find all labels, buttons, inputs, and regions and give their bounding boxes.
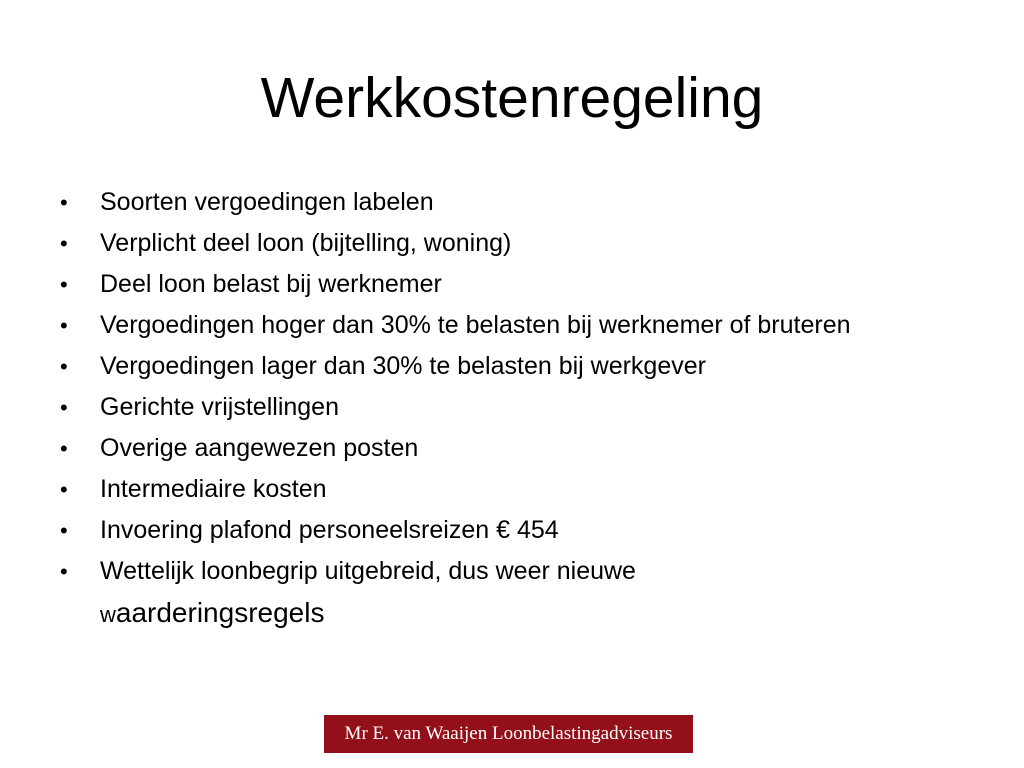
bullet-text-tail-small: w <box>100 602 116 627</box>
bullet-text: Verplicht deel loon (bijtelling, woning) <box>100 229 512 257</box>
bullet-marker: • <box>60 354 68 379</box>
slide-title: Werkkostenregeling <box>260 66 764 130</box>
bullet-text: Intermediaire kosten <box>100 475 327 503</box>
bullet-marker: • <box>60 518 68 543</box>
bullet-list <box>60 182 990 635</box>
list-item <box>60 387 990 428</box>
list-item <box>60 264 990 305</box>
footer-logo: Mr E. van Waaijen Loonbelastingadviseurs <box>324 715 693 753</box>
list-item <box>60 305 990 346</box>
bullet-text: Deel loon belast bij werknemer <box>100 270 442 298</box>
bullet-marker: • <box>60 313 68 338</box>
bullet-text: Overige aangewezen posten <box>100 434 419 462</box>
bullet-marker: • <box>60 190 68 215</box>
list-item <box>60 469 990 510</box>
bullet-marker: • <box>60 231 68 256</box>
bullet-marker: • <box>60 477 68 502</box>
list-item <box>60 551 760 635</box>
bullet-text: Vergoedingen lager dan 30% te belasten bij werkgever <box>100 352 706 380</box>
bullet-text: Vergoedingen hoger dan 30% te belasten bij werknemer of bruteren <box>100 311 851 339</box>
bullet-marker: • <box>60 436 68 461</box>
bullet-marker: • <box>60 559 68 584</box>
bullet-text: Wettelijk loonbegrip uitgebreid, dus weer nieuwe <box>100 557 636 585</box>
list-item <box>60 346 990 387</box>
bullet-marker: • <box>60 272 68 297</box>
bullet-text: Gerichte vrijstellingen <box>100 393 339 421</box>
bullet-text: Invoering plafond personeelsreizen € 454 <box>100 516 559 544</box>
list-item <box>60 223 990 264</box>
list-item <box>60 510 990 551</box>
bullet-text: Soorten vergoedingen labelen <box>100 188 434 216</box>
list-item <box>60 182 990 223</box>
bullet-text-tail-large: aarderingsregels <box>115 597 325 628</box>
bullet-marker: • <box>60 395 68 420</box>
list-item <box>60 428 990 469</box>
